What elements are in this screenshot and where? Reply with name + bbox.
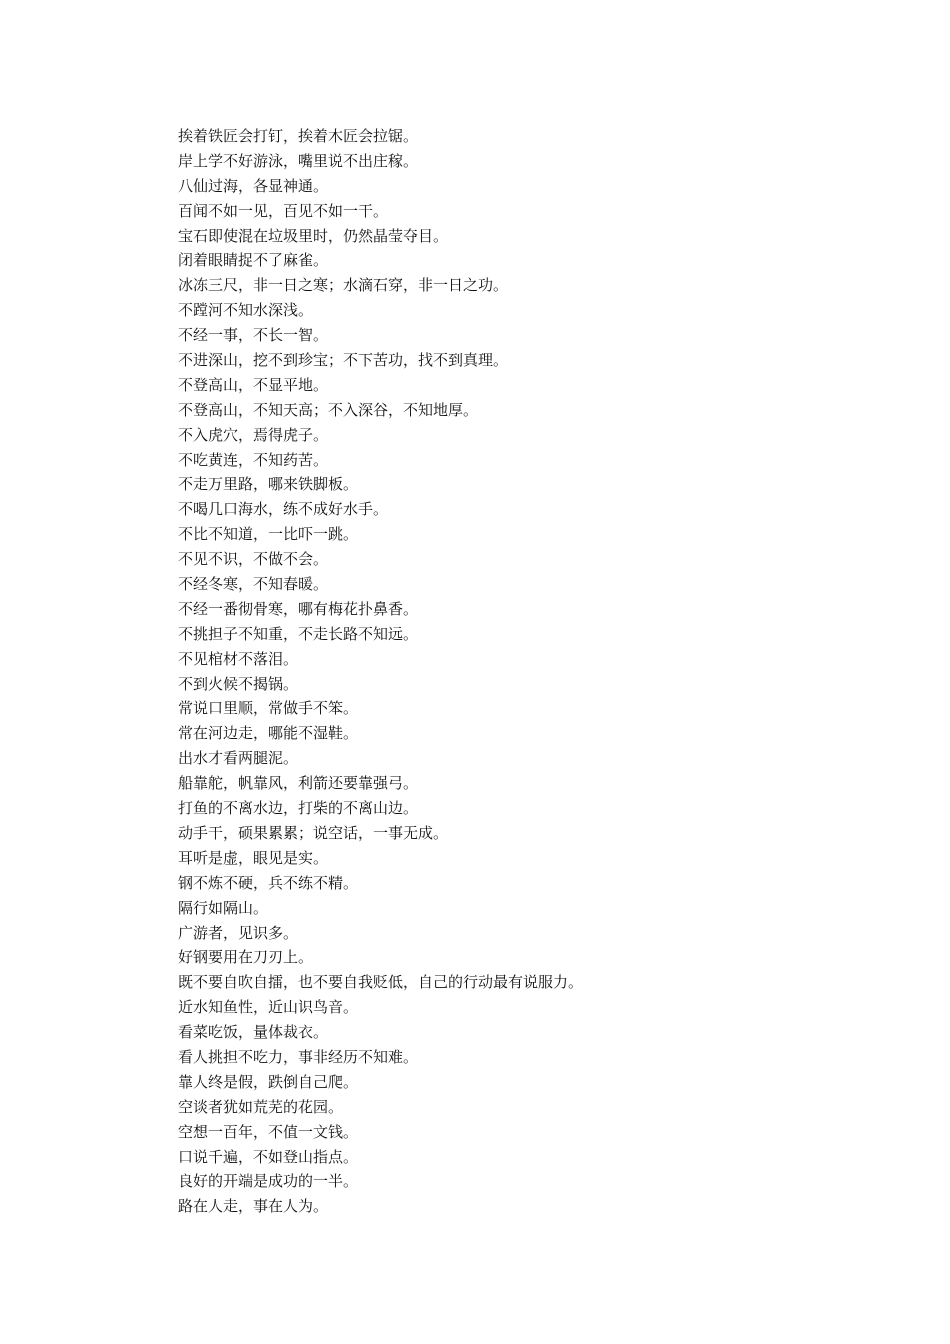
- proverb-line: 不见不识，不做不会。: [178, 550, 329, 569]
- proverb-line: 不吃黄连，不知药苦。: [178, 450, 329, 469]
- proverb-line: 路在人走，事在人为。: [178, 1197, 329, 1216]
- proverb-line: 钢不炼不硬，兵不练不精。: [178, 873, 359, 892]
- proverb-line: 不经一番彻骨寒，哪有梅花扑鼻香。: [178, 599, 419, 618]
- proverb-line: 不见棺材不落泪。: [178, 649, 299, 668]
- proverb-line: 不入虎穴，焉得虎子。: [178, 425, 329, 444]
- proverb-line: 广游者，见识多。: [178, 923, 299, 942]
- proverb-line: 百闻不如一见，百见不如一干。: [178, 201, 389, 220]
- proverb-line: 闭着眼睛捉不了麻雀。: [178, 251, 329, 270]
- proverb-line: 常在河边走，哪能不湿鞋。: [178, 724, 359, 743]
- proverb-line: 冰冻三尺，非一日之寒；水滴石穿，非一日之功。: [178, 276, 509, 295]
- proverb-line: 打鱼的不离水边，打柴的不离山边。: [178, 799, 419, 818]
- proverb-line: 不到火候不揭锅。: [178, 674, 299, 693]
- proverb-line: 耳听是虚，眼见是实。: [178, 848, 329, 867]
- proverb-line: 宝石即使混在垃圾里时，仍然晶莹夺目。: [178, 226, 449, 245]
- proverb-line: 岸上学不好游泳，嘴里说不出庄稼。: [178, 151, 419, 170]
- proverb-line: 不登高山，不知天高；不入深谷，不知地厚。: [178, 400, 479, 419]
- proverb-line: 不进深山，挖不到珍宝；不下苦功，找不到真理。: [178, 351, 509, 370]
- proverb-line: 不比不知道，一比吓一跳。: [178, 525, 359, 544]
- proverb-line: 空谈者犹如荒芜的花园。: [178, 1097, 344, 1116]
- proverb-line: 出水才看两腿泥。: [178, 749, 299, 768]
- proverb-line: 不登高山，不显平地。: [178, 375, 329, 394]
- proverb-line: 良好的开端是成功的一半。: [178, 1172, 359, 1191]
- proverb-line: 不走万里路，哪来铁脚板。: [178, 475, 359, 494]
- proverb-line: 不喝几口海水，练不成好水手。: [178, 500, 389, 519]
- proverb-line: 口说千遍，不如登山指点。: [178, 1147, 359, 1166]
- proverb-line: 既不要自吹自擂，也不要自我贬低，自己的行动最有说服力。: [178, 973, 584, 992]
- proverb-line: 不蹚河不知水深浅。: [178, 301, 314, 320]
- proverb-line: 八仙过海，各显神通。: [178, 176, 329, 195]
- proverb-list: [178, 124, 583, 1219]
- proverb-line: 不挑担子不知重，不走长路不知远。: [178, 624, 419, 643]
- proverb-line: 空想一百年，不值一文钱。: [178, 1122, 359, 1141]
- proverb-line: 船靠舵，帆靠风，利箭还要靠强弓。: [178, 774, 419, 793]
- proverb-line: 不经冬寒，不知春暖。: [178, 575, 329, 594]
- proverb-line: 常说口里顺，常做手不笨。: [178, 699, 359, 718]
- proverb-line: 近水知鱼性，近山识鸟音。: [178, 998, 359, 1017]
- proverb-line: 挨着铁匠会打钉，挨着木匠会拉锯。: [178, 127, 419, 145]
- proverb-line: 靠人终是假，跌倒自己爬。: [178, 1072, 359, 1091]
- proverb-line: 隔行如隔山。: [178, 898, 269, 917]
- proverb-line: 动手干，硕果累累；说空话，一事无成。: [178, 823, 449, 842]
- proverb-line: 看菜吃饭，量体裁衣。: [178, 1023, 329, 1042]
- proverb-line: 不经一事，不长一智。: [178, 326, 329, 345]
- proverb-line: 好钢要用在刀刃上。: [178, 948, 314, 967]
- proverb-line: 看人挑担不吃力，事非经历不知难。: [178, 1047, 419, 1066]
